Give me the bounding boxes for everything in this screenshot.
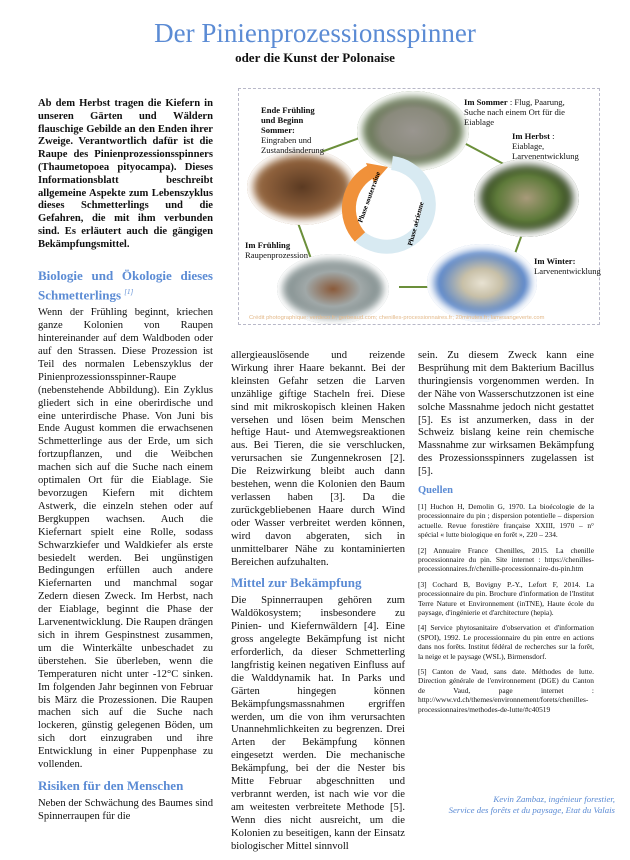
page-title: Der Pinienprozessionsspinner (154, 18, 476, 48)
source-item: [5] Canton de Vaud, sans date. Méthodes de lutte. Direction générale de l'environnement (DGE) du Canton de Vaud, page internet : http://www.vd.ch/themes/environnement/forets/chenilles-processionnaires/methodes-de-lutte/#c40519 (418, 667, 594, 714)
caterpillar-procession-photo (277, 254, 389, 324)
phase-aerial-label: Phase aérienne (406, 201, 426, 247)
control-text-part2: sein. Zu diesem Zweck kann eine Besprühung mit dem Bakterium Bacillus thuringiensis vorgenommen werden. In der Nähe von Wasserschutzzonen ist eine solche Massnahme jedoch nicht gestattet [5]. Es ist anzumerken, dass in der Schweiz bislang keine rein chemische Massnahme zur wirksamen Bekämpfung des Prozessionsspinners zugelassen ist [5]. (418, 350, 594, 478)
label-winter: Im Winter: Larvenentwicklung (534, 256, 601, 276)
source-item: [3] Cochard B, Bovigny P.-Y., Lefort F, 2014. La processionnaire du pin. Brochure d'information de l'Institut Terre Nature et Environnement (inTNE), Haute école du paysage, d'ingénierie et d'architecture (hepia). (418, 579, 594, 618)
sources-list (418, 502, 594, 714)
photo-credit: Crédit photographique: verdeco.fr; gerbeaud.com; chenilles-processionnaires.fr; 20minutes.fr; lamesangeverte.com (249, 315, 545, 321)
cycle-arrows (332, 151, 452, 259)
source-item: [4] Service phytosanitaire d'observation et d'information (SPOI), 1992. Le processionnaire du pin entre en actions dans nos forêts. Institut fédéral de recherches sur la forêt, la neige et le paysage (WSL), Birmensdorf. (418, 623, 594, 661)
sources-heading: Quellen (418, 485, 454, 497)
author-signature: Kevin Zambaz, ingénieur forestier, Service des forêts et du paysage, Etat du Valais (448, 794, 615, 815)
label-summer: Im Sommer : Flug, Paarung, Suche nach einem Ort für die Eiablage (464, 97, 565, 127)
risks-text-part1: Neben der Schwächung des Baumes sind Spinnerraupen für die (38, 797, 213, 822)
biology-heading: Biologie und Ökologie dieses Schmetterlings [1] (38, 268, 213, 303)
eggs-on-needles-photo (474, 159, 579, 237)
page-subtitle: oder die Kunst der Polonaise (235, 50, 395, 65)
life-cycle-figure (238, 88, 600, 325)
risks-heading: Risiken für den Menschen (38, 777, 184, 793)
column-1 (38, 262, 213, 830)
phase-underground-label: Phase souterraine (356, 170, 383, 224)
control-heading: Mittel zur Bekämpfung (231, 575, 362, 591)
source-item: [2] Annuaire France Chenilles, 2015. La chenille processionnaire du pin. Site internet : https://chenilles-processionnaires.fr/chenille-processionnaire-du-pin.htm (418, 545, 594, 574)
label-late-spring: Ende Frühling und Beginn Sommer: Eingraben und Zustandsänderung (261, 105, 325, 155)
biology-text: Wenn der Frühling beginnt, kriechen ganze Kolonien von Raupen hintereinander auf dem Waldboden oder auf den Strassen. Diese Prozession ist Teil des normalen Lebenszyklus der Pinienprozessionsspinner-Raupe (nebenstehende Abbildung). Ein Zyklus gliedert sich in eine oberirdische und eine unterirdische Phase. Von Juni bis Ende August kommen die erwachsenen Schmetterlinge aus der Erde, um sich fortzupflanzen, und die Weibchen machen sich auf die Suche nach einem optimalen Ort für die Eiablage. Sie bevorzugen Kiefern mit dichtem Astwerk, die einzeln stehen oder auf Bergkuppen wachsen. Auch die Kiefernart spielt eine Rolle, sodass Schwarzkiefer und Waldkiefer als erste besiedelt werden. Bei ungünstigen Bedingungen erfüllen auch andere Kiefernarten und manchmal sogar Zedern diesen Zweck. Im Herbst, nach der Eiablage, beginnt die Phase der Larvenentwicklung. Die Raupen drängen sich in ihrem Gespinstnest zusammen, um die Winterkälte unbeschadet zu überstehen. Sie überleben, wenn die Temperaturen nicht unter -12°C sinken. Im folgenden Jahr beginnen von Februar bis März die Prozessionen. Die Raupen machen sich auf die Suche nach lockeren, günstig gelegenen Böden, um sich dort einzugraben und ihre Entwicklung in einer Puppenphase zu vollenden. (38, 307, 213, 771)
label-autumn: Im Herbst : Eiablage, Larvenentwicklung (512, 131, 579, 161)
intro-paragraph: Ab dem Herbst tragen die Kiefern in unseren Gärten und Wäldern flauschige Gebilde an den Enden ihrer Zweige. Verantwortlich dafür ist die Raupe des Pinienprozessionsspinners (Thaumetopoea pityocampa). Dieses Informationsblatt beschreibt allgemeine Aspekte zum Lebenszyklus dieses Schmetterlings und die Gefahren, die mit ihm verbunden sind. Es erläutert auch die gängigen Bekämpfungsmittel. (38, 98, 213, 250)
column-3 (418, 350, 594, 720)
column-2 (231, 350, 405, 860)
risks-text-part2: allergieauslösende und reizende Wirkung ihrer Haare bekannt. Bei der kleinsten Gefahr setzen die Larven unzählige giftige Stacheln frei. Diese sind mit mikroskopisch kleinen Haken versehen und lösen beim Menschen heftige Haut- und Atemwegsreaktionen aus. Bei Tieren, die sie verschlucken, verursachen sie Zungennekrosen [2]. Die Reizwirkung bleibt auch dann bestehen, wenn die Kolonien den Baum verlassen haben [3]. Da die zurückgebliebenen Haare durch Wind oder Wasser verbreitet werden können, wird davon abgeraten, sich in unmittelbarer Nähe zu kontaminierten Bereichen aufzuhalten. (231, 350, 405, 568)
control-text-part1: Die Spinnerraupen gehören zum Waldökosystem; insbesondere zu Pinien- und Kiefernwäldern [4]. Eine gross angelegte Bekämpfung ist nicht erforderlich, da dieser Schmetterling langfristig keinen negativen Einfluss auf die Walddynamik hat. In Parks und Gärten hingegen können Bekämpfungsmassnahmen ergriffen werden, um die von ihm verursachten Unannehmlichkeiten zu begrenzen. Drei Arten der Bekämpfung können eingesetzt werden. Die mechanische Bekämpfung, bei der die Nester bis Mitte Februar abgeschnitten und verbrannt werden, ist nach wie vor die am weitesten verbreitete Methode [5]. Wenn dies nicht ausreicht, um die Kolonien zu beseitigen, kann der Einsatz biologischer Mittel sinnvoll (231, 595, 405, 852)
label-spring: Im Frühling Raupenprozession (245, 240, 309, 260)
source-item: [1] Huchon H, Demolin G, 1970. La bioécologie de la processionnaire du pin ; dispersion potentielle – dispersion actuelle. Revue forestière française XXIII, 1970 – n° spécial « lutte biologique en forêt », 220 – 234. (418, 501, 594, 540)
